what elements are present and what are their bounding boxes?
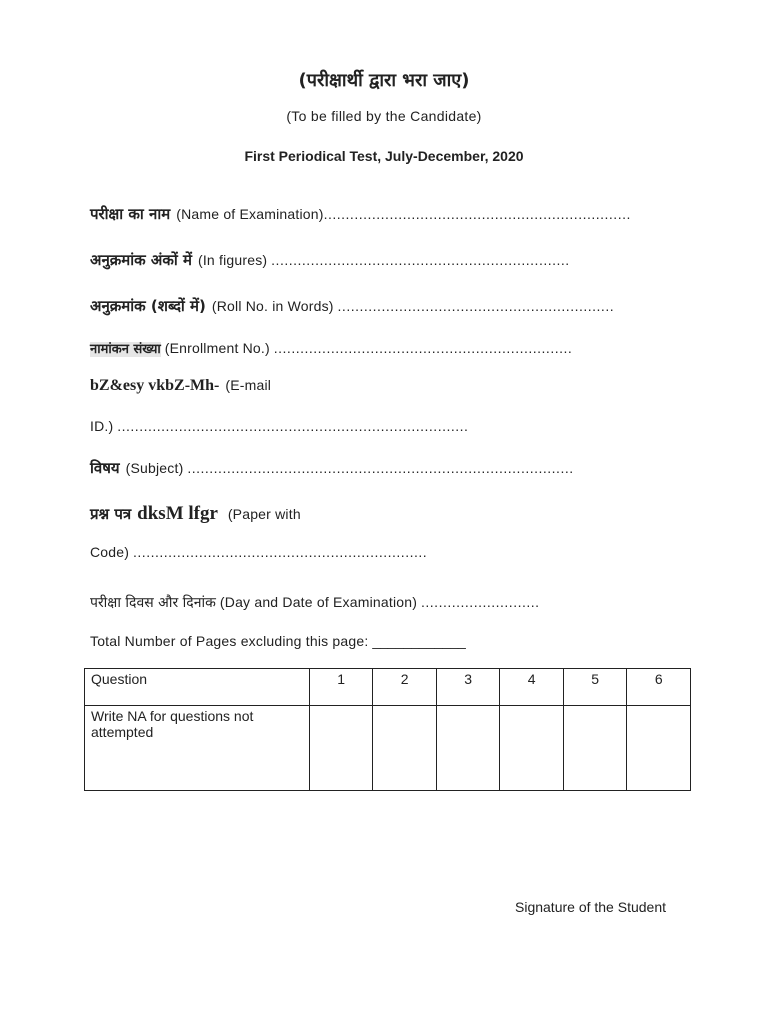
label-english: (Paper with <box>227 506 301 522</box>
question-number: 6 <box>627 669 691 706</box>
label-total-pages: Total Number of Pages excluding this page: <box>90 633 369 649</box>
label-kruti: dksM lfgr <box>137 503 218 524</box>
subtitle: (To be filled by the Candidate) <box>286 108 482 124</box>
table-row <box>85 669 691 706</box>
fill-line[interactable]: ................................................................... <box>133 544 428 560</box>
fill-line[interactable]: ................................................................................ <box>117 418 469 434</box>
label-english: (E-mail <box>225 377 272 393</box>
field-roll-figures <box>90 250 570 270</box>
field-subject <box>90 458 574 478</box>
field-total-pages <box>90 633 466 649</box>
answer-cell[interactable] <box>627 706 691 791</box>
label-kruti: bZ&esy vkbZ-Mh- <box>90 377 220 394</box>
table-row <box>85 706 691 791</box>
answer-cell[interactable] <box>563 706 627 791</box>
field-email <box>90 377 271 395</box>
label-english: (Enrollment No.) <box>164 340 270 356</box>
label-hindi: विषय <box>90 459 120 477</box>
question-number: 3 <box>436 669 500 706</box>
label-hindi: परीक्षा दिवस और दिनांक <box>90 595 216 611</box>
row-label-na: Write NA for questions not attempted <box>85 706 310 791</box>
hindi-title: (परीक्षार्थी द्वारा भरा जाए) <box>298 70 470 91</box>
fill-line[interactable]: .................................................................... <box>273 340 573 356</box>
label-hindi: नामांकन संख्या <box>90 342 161 357</box>
answer-cell[interactable] <box>500 706 564 791</box>
field-email-cont <box>90 418 468 434</box>
field-enrollment <box>90 339 572 357</box>
label-hindi: अनुक्रमांक अंकों में <box>90 251 192 269</box>
label-hindi: परीक्षा का नाम <box>90 205 171 223</box>
label-hindi: अनुक्रमांक (शब्दों में) <box>90 297 206 315</box>
answer-cell[interactable] <box>373 706 437 791</box>
answer-cell[interactable] <box>309 706 373 791</box>
answer-cell[interactable] <box>436 706 500 791</box>
fill-line[interactable]: ____________ <box>372 633 466 649</box>
label-english: (In figures) <box>197 252 268 268</box>
label-english: (Day and Date of Examination) <box>219 594 418 610</box>
question-number: 4 <box>500 669 564 706</box>
signature-label: Signature of the Student <box>515 899 666 915</box>
label-english: (Name of Examination) <box>176 206 324 222</box>
fill-line[interactable]: ........................................................................................ <box>187 460 574 476</box>
field-day-date <box>90 593 540 612</box>
question-number: 5 <box>563 669 627 706</box>
label-english-cont: Code) <box>90 544 130 560</box>
label-hindi: प्रश्न पत्र <box>90 505 132 523</box>
label-english: (Roll No. in Words) <box>211 298 334 314</box>
label-english-cont: ID.) <box>90 418 114 434</box>
fill-line[interactable]: .................................................................... <box>271 252 570 268</box>
fill-line[interactable]: ............................................................... <box>337 298 615 314</box>
question-table <box>84 668 691 791</box>
fill-line[interactable]: ........................... <box>421 594 540 610</box>
fill-line[interactable]: ...................................................................... <box>323 206 631 222</box>
field-exam-name <box>90 204 631 224</box>
label-english: (Subject) <box>125 460 184 476</box>
row-label-question: Question <box>85 669 310 706</box>
question-number: 2 <box>373 669 437 706</box>
field-roll-words <box>90 296 614 316</box>
field-paper-cont <box>90 544 427 560</box>
question-number: 1 <box>309 669 373 706</box>
field-paper <box>90 503 301 525</box>
test-title: First Periodical Test, July-December, 2020 <box>244 148 524 164</box>
